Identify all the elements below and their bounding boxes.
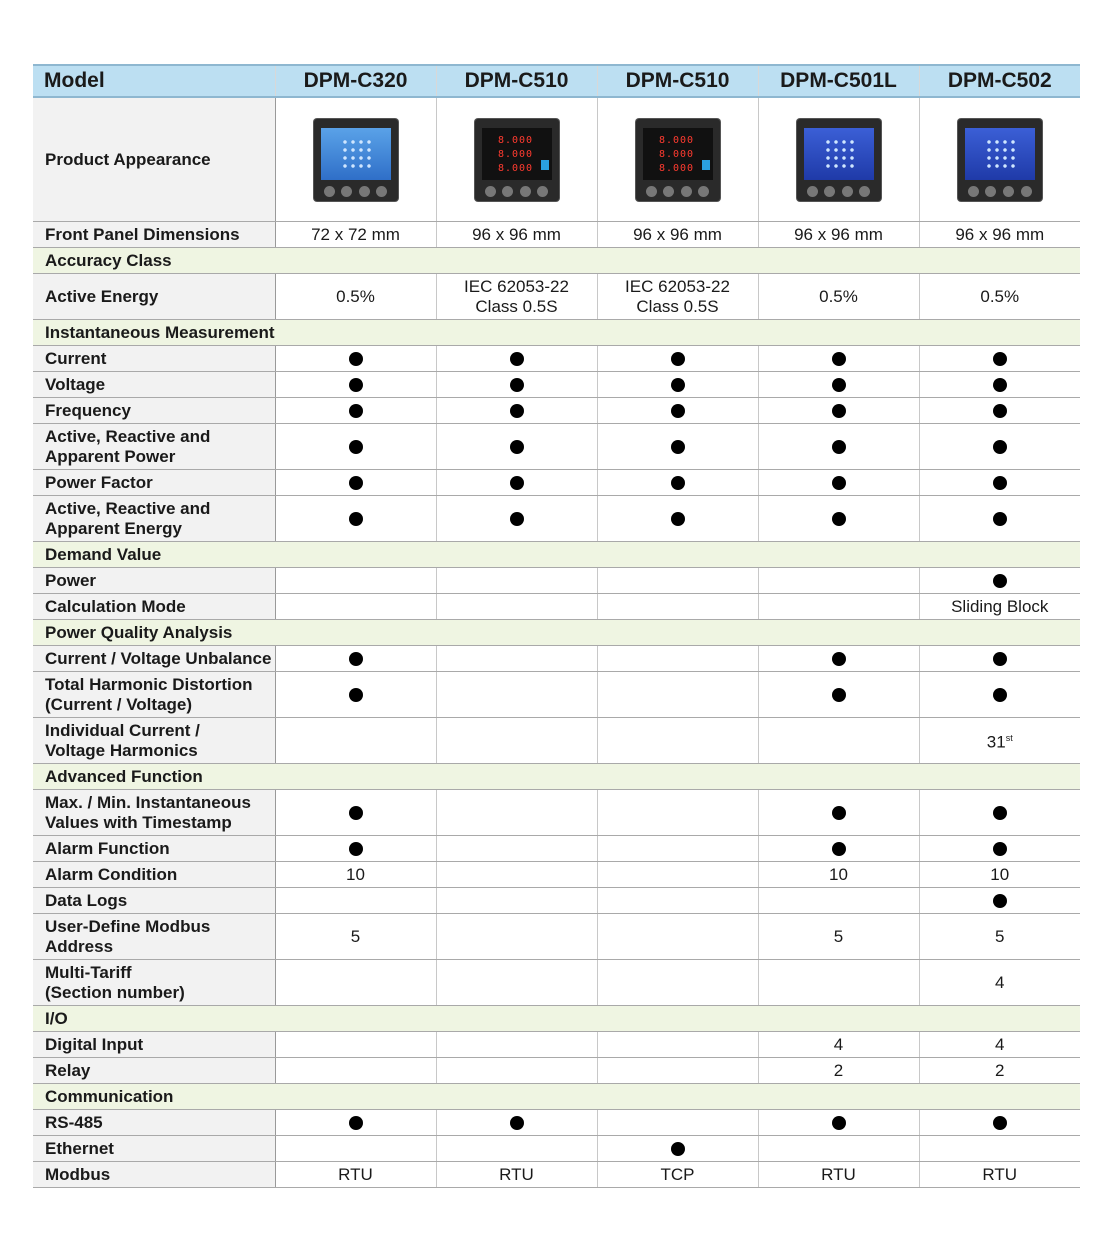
spec-row	[33, 790, 1080, 836]
section-label-instantaneous-measurement: Instantaneous Measurement	[33, 320, 1080, 346]
spec-cell	[436, 568, 597, 594]
spec-cell: 0.5%	[758, 274, 919, 320]
feature-dot-icon	[671, 378, 685, 392]
row-label-total-harmonic-distortion-current-voltage: Total Harmonic Distortion (Current / Voltage)	[33, 672, 275, 718]
spec-cell	[758, 470, 919, 496]
spec-cell	[597, 672, 758, 718]
spec-cell	[275, 398, 436, 424]
spec-cell: 0.5%	[275, 274, 436, 320]
spec-cell: 96 x 96 mm	[436, 222, 597, 248]
spec-cell: RTU	[436, 1162, 597, 1188]
spec-row	[33, 1110, 1080, 1136]
row-label-power-factor: Power Factor	[33, 470, 275, 496]
spec-row	[33, 398, 1080, 424]
spec-cell	[597, 470, 758, 496]
spec-cell	[436, 496, 597, 542]
spec-row	[33, 862, 1080, 888]
row-label-ethernet: Ethernet	[33, 1136, 275, 1162]
spec-row	[33, 960, 1080, 1006]
section-row	[33, 620, 1080, 646]
row-label-power: Power	[33, 568, 275, 594]
spec-cell	[919, 398, 1080, 424]
spec-cell: 4	[919, 1032, 1080, 1058]
row-label-multi-tariff-section-number: Multi-Tariff (Section number)	[33, 960, 275, 1006]
spec-cell	[597, 372, 758, 398]
spec-cell	[597, 346, 758, 372]
spec-row	[33, 888, 1080, 914]
spec-cell: 31st	[919, 718, 1080, 764]
spec-cell	[758, 888, 919, 914]
spec-cell	[275, 568, 436, 594]
spec-cell	[436, 888, 597, 914]
spec-cell	[597, 398, 758, 424]
spec-cell	[436, 862, 597, 888]
spec-cell	[758, 424, 919, 470]
spec-cell: RTU	[919, 1162, 1080, 1188]
spec-cell	[275, 888, 436, 914]
feature-dot-icon	[832, 378, 846, 392]
row-label-rs-485: RS-485	[33, 1110, 275, 1136]
spec-row	[33, 470, 1080, 496]
spec-row	[33, 836, 1080, 862]
spec-cell: 4	[758, 1032, 919, 1058]
feature-dot-icon	[510, 352, 524, 366]
spec-cell	[597, 568, 758, 594]
feature-dot-icon	[832, 688, 846, 702]
header-model-1: DPM-C320	[275, 65, 436, 97]
spec-cell: 0.5%	[919, 274, 1080, 320]
header-model-label: Model	[33, 65, 275, 97]
feature-dot-icon	[993, 352, 1007, 366]
spec-cell: IEC 62053-22 Class 0.5S	[597, 274, 758, 320]
spec-cell: RTU	[275, 1162, 436, 1188]
spec-row	[33, 346, 1080, 372]
spec-cell	[436, 672, 597, 718]
spec-cell	[275, 960, 436, 1006]
spec-cell	[758, 398, 919, 424]
spec-cell	[758, 646, 919, 672]
feature-dot-icon	[993, 1116, 1007, 1130]
spec-cell	[436, 718, 597, 764]
feature-dot-icon	[671, 440, 685, 454]
feature-dot-icon	[510, 378, 524, 392]
spec-cell	[436, 960, 597, 1006]
spec-cell	[758, 790, 919, 836]
feature-dot-icon	[671, 352, 685, 366]
row-label-digital-input: Digital Input	[33, 1032, 275, 1058]
spec-cell	[436, 424, 597, 470]
spec-cell	[597, 646, 758, 672]
feature-dot-icon	[993, 476, 1007, 490]
row-label-max-min-instantaneous-values-with-timestamp: Max. / Min. Instantaneous Values with Timestamp	[33, 790, 275, 836]
spec-cell	[919, 836, 1080, 862]
header-row	[33, 65, 1080, 97]
spec-cell	[758, 496, 919, 542]
row-label-relay: Relay	[33, 1058, 275, 1084]
spec-cell	[758, 372, 919, 398]
spec-cell	[436, 1032, 597, 1058]
spec-row	[33, 594, 1080, 620]
feature-dot-icon	[349, 352, 363, 366]
spec-cell	[436, 790, 597, 836]
section-label-advanced-function: Advanced Function	[33, 764, 1080, 790]
section-row	[33, 542, 1080, 568]
spec-cell	[597, 1136, 758, 1162]
feature-dot-icon	[349, 842, 363, 856]
spec-cell	[436, 1058, 597, 1084]
spec-cell	[436, 594, 597, 620]
spec-cell	[436, 372, 597, 398]
spec-cell	[919, 790, 1080, 836]
appearance-row	[33, 97, 1080, 222]
spec-cell	[919, 646, 1080, 672]
spec-row	[33, 424, 1080, 470]
header-model-2: DPM-C510	[436, 65, 597, 97]
row-label-alarm-condition: Alarm Condition	[33, 862, 275, 888]
spec-cell	[597, 594, 758, 620]
section-label-power-quality-analysis: Power Quality Analysis	[33, 620, 1080, 646]
spec-cell	[758, 568, 919, 594]
feature-dot-icon	[349, 688, 363, 702]
spec-cell: 10	[275, 862, 436, 888]
feature-dot-icon	[510, 440, 524, 454]
feature-dot-icon	[349, 404, 363, 418]
spec-cell: 96 x 96 mm	[758, 222, 919, 248]
feature-dot-icon	[993, 574, 1007, 588]
feature-dot-icon	[993, 652, 1007, 666]
spec-cell	[597, 836, 758, 862]
feature-dot-icon	[832, 440, 846, 454]
row-label-voltage: Voltage	[33, 372, 275, 398]
feature-dot-icon	[993, 806, 1007, 820]
spec-cell	[275, 836, 436, 862]
spec-cell	[275, 470, 436, 496]
feature-dot-icon	[832, 404, 846, 418]
feature-dot-icon	[349, 378, 363, 392]
spec-cell	[919, 346, 1080, 372]
spec-cell	[919, 568, 1080, 594]
spec-cell	[275, 1032, 436, 1058]
feature-dot-icon	[671, 1142, 685, 1156]
feature-dot-icon	[671, 404, 685, 418]
spec-cell	[758, 594, 919, 620]
spec-cell	[597, 718, 758, 764]
row-label-active-energy: Active Energy	[33, 274, 275, 320]
row-label-active-reactive-and-apparent-power: Active, Reactive and Apparent Power	[33, 424, 275, 470]
header-model-5: DPM-C502	[919, 65, 1080, 97]
spec-cell	[597, 496, 758, 542]
spec-cell	[919, 1136, 1080, 1162]
spec-cell	[436, 1110, 597, 1136]
spec-cell	[758, 960, 919, 1006]
spec-cell	[275, 718, 436, 764]
spec-cell	[919, 672, 1080, 718]
row-label-data-logs: Data Logs	[33, 888, 275, 914]
spec-cell: IEC 62053-22 Class 0.5S	[436, 274, 597, 320]
spec-cell: Sliding Block	[919, 594, 1080, 620]
spec-row	[33, 1058, 1080, 1084]
feature-dot-icon	[832, 806, 846, 820]
spec-row	[33, 496, 1080, 542]
spec-cell	[275, 594, 436, 620]
spec-cell	[275, 1136, 436, 1162]
row-label-front-panel-dimensions: Front Panel Dimensions	[33, 222, 275, 248]
spec-row	[33, 568, 1080, 594]
row-label-current: Current	[33, 346, 275, 372]
feature-dot-icon	[993, 404, 1007, 418]
header-model-3: DPM-C510	[597, 65, 758, 97]
spec-cell	[597, 862, 758, 888]
feature-dot-icon	[671, 476, 685, 490]
spec-cell	[275, 346, 436, 372]
header-model-4: DPM-C501L	[758, 65, 919, 97]
row-label-alarm-function: Alarm Function	[33, 836, 275, 862]
spec-cell: 4	[919, 960, 1080, 1006]
section-row	[33, 1006, 1080, 1032]
spec-cell	[436, 914, 597, 960]
row-label-active-reactive-and-apparent-energy: Active, Reactive and Apparent Energy	[33, 496, 275, 542]
lcd-meter-image	[314, 119, 398, 201]
spec-cell	[436, 1136, 597, 1162]
spec-cell: TCP	[597, 1162, 758, 1188]
section-row	[33, 320, 1080, 346]
spec-cell	[919, 372, 1080, 398]
row-label-modbus: Modbus	[33, 1162, 275, 1188]
feature-dot-icon	[349, 512, 363, 526]
spec-cell: 5	[758, 914, 919, 960]
feature-dot-icon	[993, 842, 1007, 856]
spec-cell	[275, 1058, 436, 1084]
feature-dot-icon	[510, 476, 524, 490]
lcd-grid-meter-image	[797, 119, 881, 201]
spec-cell: 2	[919, 1058, 1080, 1084]
feature-dot-icon	[832, 512, 846, 526]
spec-cell: 72 x 72 mm	[275, 222, 436, 248]
spec-cell	[436, 836, 597, 862]
section-label-accuracy-class: Accuracy Class	[33, 248, 1080, 274]
spec-cell	[597, 960, 758, 1006]
spec-cell	[919, 1110, 1080, 1136]
feature-dot-icon	[349, 1116, 363, 1130]
lcd-grid-meter-image	[958, 119, 1042, 201]
row-label-user-define-modbus-address: User-Define Modbus Address	[33, 914, 275, 960]
section-row	[33, 1084, 1080, 1110]
spec-cell	[597, 1032, 758, 1058]
feature-dot-icon	[832, 652, 846, 666]
section-label-demand-value: Demand Value	[33, 542, 1080, 568]
spec-cell	[758, 346, 919, 372]
led-meter-image: 8.000 8.000 8.000	[636, 119, 720, 201]
feature-dot-icon	[993, 512, 1007, 526]
spec-row	[33, 1136, 1080, 1162]
spec-cell	[597, 1058, 758, 1084]
section-row	[33, 764, 1080, 790]
feature-dot-icon	[993, 688, 1007, 702]
spec-cell	[758, 718, 919, 764]
spec-cell	[275, 424, 436, 470]
feature-dot-icon	[510, 512, 524, 526]
spec-cell	[758, 672, 919, 718]
section-label-i-o: I/O	[33, 1006, 1080, 1032]
spec-cell	[275, 646, 436, 672]
feature-dot-icon	[671, 512, 685, 526]
section-label-communication: Communication	[33, 1084, 1080, 1110]
spec-row	[33, 1032, 1080, 1058]
row-label-calculation-mode: Calculation Mode	[33, 594, 275, 620]
spec-cell	[436, 398, 597, 424]
spec-cell	[275, 672, 436, 718]
spec-cell: 5	[275, 914, 436, 960]
spec-cell	[597, 790, 758, 836]
feature-dot-icon	[510, 1116, 524, 1130]
spec-cell	[275, 790, 436, 836]
spec-row	[33, 222, 1080, 248]
feature-dot-icon	[993, 378, 1007, 392]
spec-cell	[275, 496, 436, 542]
spec-cell	[275, 372, 436, 398]
row-label-current-voltage-unbalance: Current / Voltage Unbalance	[33, 646, 275, 672]
spec-cell	[919, 496, 1080, 542]
feature-dot-icon	[832, 842, 846, 856]
spec-cell: 5	[919, 914, 1080, 960]
spec-cell	[758, 1136, 919, 1162]
spec-cell	[758, 1110, 919, 1136]
spec-cell	[275, 1110, 436, 1136]
row-label-frequency: Frequency	[33, 398, 275, 424]
feature-dot-icon	[349, 476, 363, 490]
spec-cell: 96 x 96 mm	[597, 222, 758, 248]
spec-cell	[597, 424, 758, 470]
spec-cell	[758, 836, 919, 862]
spec-cell	[597, 888, 758, 914]
spec-cell: 2	[758, 1058, 919, 1084]
led-meter-image: 8.000 8.000 8.000	[475, 119, 559, 201]
feature-dot-icon	[349, 652, 363, 666]
spec-cell: 96 x 96 mm	[919, 222, 1080, 248]
spec-cell	[597, 914, 758, 960]
spec-row	[33, 718, 1080, 764]
spec-cell: 10	[919, 862, 1080, 888]
spec-cell	[436, 470, 597, 496]
spec-row	[33, 646, 1080, 672]
feature-dot-icon	[832, 476, 846, 490]
spec-cell	[436, 346, 597, 372]
spec-row	[33, 1162, 1080, 1188]
section-row	[33, 248, 1080, 274]
feature-dot-icon	[510, 404, 524, 418]
spec-row	[33, 372, 1080, 398]
feature-dot-icon	[349, 806, 363, 820]
spec-cell	[597, 1110, 758, 1136]
spec-cell: RTU	[758, 1162, 919, 1188]
spec-row	[33, 914, 1080, 960]
spec-cell	[919, 470, 1080, 496]
appearance-label: Product Appearance	[33, 97, 275, 222]
spec-row	[33, 274, 1080, 320]
feature-dot-icon	[993, 894, 1007, 908]
feature-dot-icon	[349, 440, 363, 454]
comparison-table	[33, 64, 1080, 1188]
feature-dot-icon	[993, 440, 1007, 454]
spec-row	[33, 672, 1080, 718]
feature-dot-icon	[832, 352, 846, 366]
spec-cell	[436, 646, 597, 672]
spec-cell	[919, 424, 1080, 470]
spec-cell: 10	[758, 862, 919, 888]
feature-dot-icon	[832, 1116, 846, 1130]
row-label-individual-current-voltage-harmonics: Individual Current / Voltage Harmonics	[33, 718, 275, 764]
spec-cell	[919, 888, 1080, 914]
